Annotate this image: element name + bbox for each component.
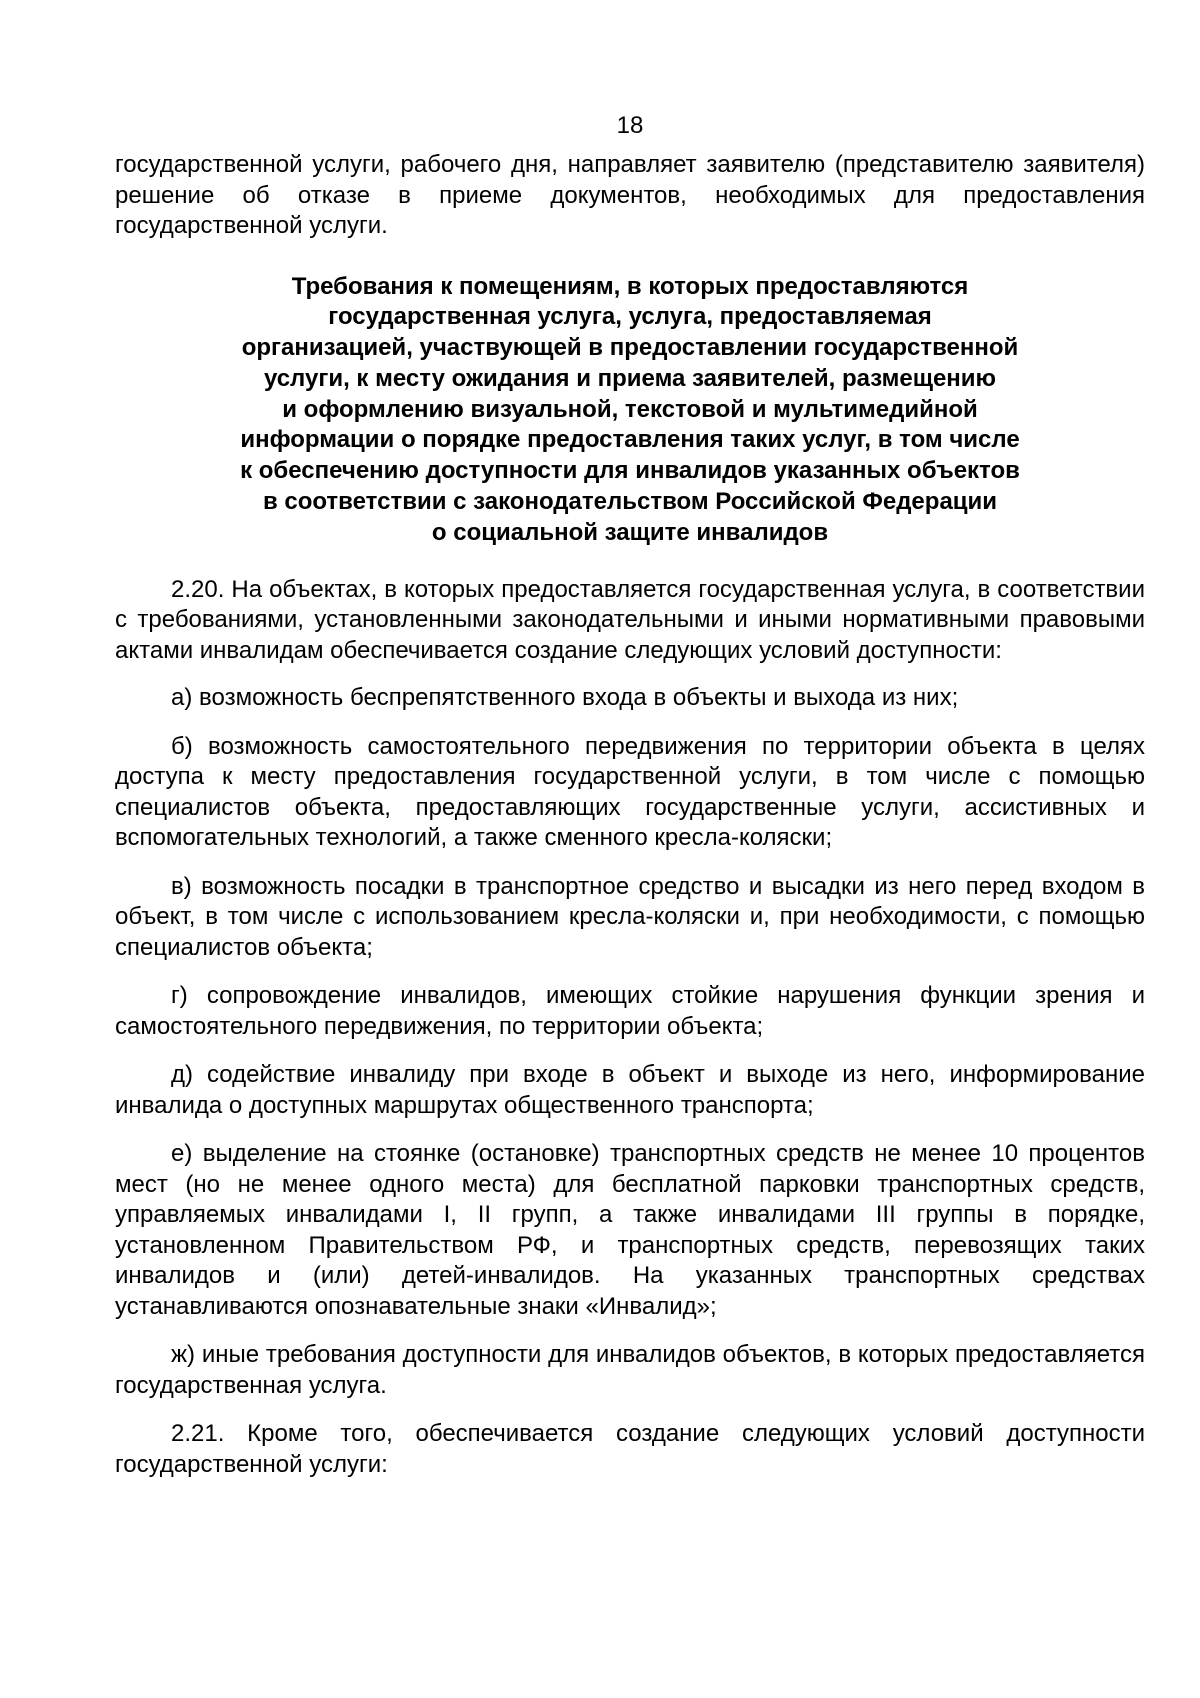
heading-line: организацией, участвующей в предоставлении государственной — [241, 334, 1019, 362]
heading-line: услуги, к месту ожидания и приема заявителей, размещению — [263, 364, 997, 392]
heading-line: и оформлению визуальной, текстовой и мультимедийной — [282, 395, 978, 423]
paragraph-item-zh: ж) иные требования доступности для инвалидов объектов, в которых предоставляется государственная услуга. — [115, 1341, 1145, 1399]
heading-line: информации о порядке предоставления таких услуг, в том числе — [240, 426, 1020, 454]
paragraph-item-d: д) содействие инвалиду при входе в объект и выходе из него, информирование инвалида о доступных маршрутах общественного транспорта; — [115, 1061, 1145, 1119]
page-number: 18 — [616, 112, 644, 139]
intro-paragraph: государственной услуги, рабочего дня, направляет заявителю (представителю заявителя) решение об отказе в приеме документов, необходимых для предоставления государственной услуги. — [115, 151, 1145, 239]
paragraph-item-a: а) возможность беспрепятственного входа в объекты и выхода из них; — [171, 684, 959, 712]
heading-line: к обеспечению доступности для инвалидов указанных объектов — [240, 457, 1020, 485]
paragraph-item-v: в) возможность посадки в транспортное средство и высадки из него перед входом в объект, в том числе с использованием кресла-коляски и, при необходимости, с помощью специалистов объекта; — [115, 872, 1145, 961]
heading-line: Требования к помещениям, в которых предоставляются — [291, 272, 969, 300]
paragraph-2-20: 2.20. На объектах, в которых предоставляется государственная услуга, в соответствии с требованиями, установленными законодательными и иными нормативными правовыми актами инвалидам обеспечивается создание следующих условий доступности: — [115, 575, 1145, 664]
heading-line: о социальной защите инвалидов — [431, 518, 829, 546]
paragraph-2-21: 2.21. Кроме того, обеспечивается создание следующих условий доступности государственной услуги: — [115, 1420, 1145, 1478]
section-heading — [115, 272, 1145, 549]
heading-line: в соответствии с законодательством Российской Федерации — [262, 488, 998, 516]
document-page — [115, 112, 1145, 1480]
heading-line: государственная услуга, услуга, предоставляемая — [328, 303, 932, 331]
paragraph-item-g: г) сопровождение инвалидов, имеющих стойкие нарушения функции зрения и самостоятельного передвижения, по территории объекта; — [115, 982, 1145, 1040]
paragraph-item-b: б) возможность самостоятельного передвижения по территории объекта в целях доступа к месту предоставления государственной услуги, в том числе с помощью специалистов объекта, предоставляющих государственные услуги, ассистивных и вспомогательных технологий, а также сменного кресла-коляски; — [115, 732, 1145, 852]
paragraph-item-e: е) выделение на стоянке (остановке) транспортных средств не менее 10 процентов мест (но не менее одного места) для бесплатной парковки транспортных средств, управляемых инвалидами I, II групп, а также инвалидами III группы в порядке, установленном Правительством РФ, и транспортных средств, перевозящих таких инвалидов и (или) детей-инвалидов. На указанных транспортных средствах устанавливаются опознавательные знаки «Инвалид»; — [115, 1140, 1145, 1320]
